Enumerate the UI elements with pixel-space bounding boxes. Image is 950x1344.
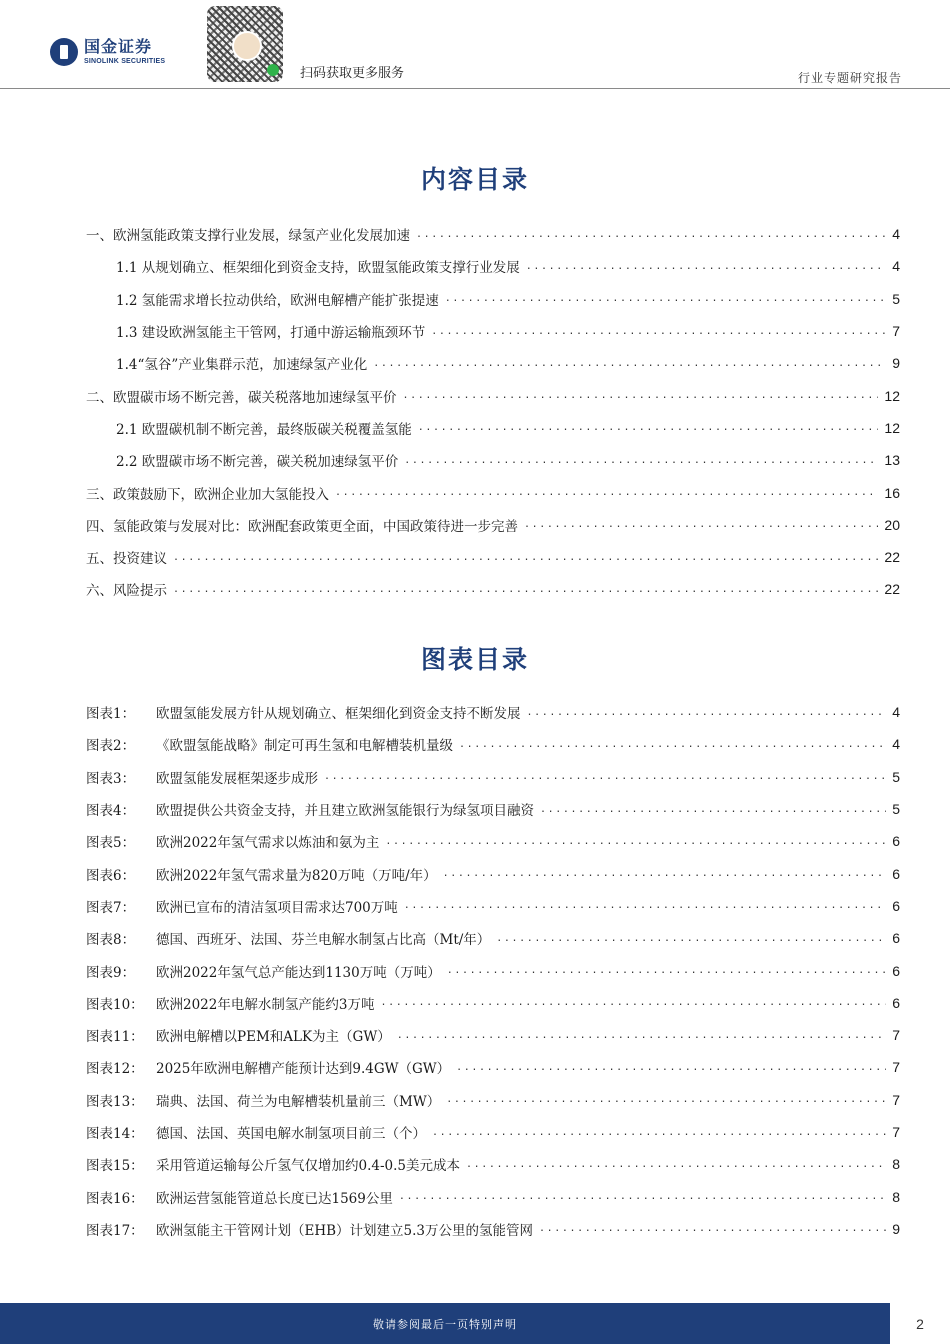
entry-page-number: 12: [884, 387, 900, 404]
entry-page-number: 6: [892, 833, 900, 850]
contents-entry[interactable]: [86, 509, 900, 541]
figure-entry-label: [86, 702, 521, 722]
figure-number: 图表5：: [86, 835, 136, 852]
contents-entry-label: 一、欧洲氢能政策支撑行业发展，绿氢产业化发展加速: [86, 228, 410, 245]
entry-page-number: 13: [884, 452, 900, 469]
footer-bar: [0, 1303, 890, 1344]
figure-caption: 德国、西班牙、法国、芬兰电解水制氢占比高（Mt/年）: [156, 932, 491, 949]
figure-number: 图表17：: [86, 1222, 144, 1239]
contents-entry-label: 五、投资建议: [86, 551, 167, 568]
figure-number: 图表7：: [86, 899, 136, 916]
entry-page-number: 6: [892, 865, 900, 882]
figure-entry[interactable]: [86, 857, 900, 889]
figure-caption: 欧洲2022年氢气需求量为820万吨（万吨/年）: [156, 867, 437, 884]
contents-entry-label: 2.2 欧盟碳市场不断完善，碳关税加速绿氢平价: [116, 454, 399, 471]
entry-page-number: 6: [892, 897, 900, 914]
contents-entry[interactable]: [86, 379, 900, 411]
entry-page-number: 7: [892, 1059, 900, 1076]
contents-entry[interactable]: [86, 283, 900, 315]
figure-caption: 欧盟氢能发展方针从规划确立、框架细化到资金支持不断发展: [156, 706, 521, 723]
dot-leader: [446, 1094, 886, 1105]
dot-leader: [385, 836, 886, 847]
entry-page-number: 6: [892, 962, 900, 979]
figure-entry-label: [86, 1122, 426, 1142]
contents-entry[interactable]: [86, 347, 900, 379]
entry-page-number: 22: [884, 549, 900, 566]
figure-caption: 欧洲2022年电解水制氢产能约3万吨: [156, 996, 375, 1013]
company-logo: [50, 38, 165, 66]
figure-entry[interactable]: [86, 1213, 900, 1245]
entry-page-number: 5: [892, 290, 900, 307]
dot-leader: [397, 1030, 886, 1041]
contents-title: 内容目录: [420, 165, 529, 194]
contents-entry[interactable]: [86, 541, 900, 573]
dot-leader: [432, 1127, 886, 1138]
figure-entry[interactable]: [86, 1180, 900, 1212]
figure-caption: 《欧盟氢能战略》制定可再生氢和电解槽装机量级: [156, 738, 453, 755]
dot-leader: [335, 487, 878, 498]
contents-entry[interactable]: [86, 218, 900, 250]
contents-entry[interactable]: [86, 444, 900, 476]
contents-entry-label: 四、氢能政策与发展对比：欧洲配套政策更全面，中国政策待进一步完善: [86, 518, 518, 535]
figure-caption: 欧洲氢能主干管网计划（EHB）计划建立5.3万公里的氢能管网: [156, 1222, 534, 1239]
dot-leader: [416, 229, 886, 240]
figure-entry-label: [86, 734, 453, 754]
figure-entry-label: [86, 993, 374, 1013]
figure-entry[interactable]: [86, 1019, 900, 1051]
contents-entry-label: 六、风险提示: [86, 583, 167, 600]
figure-number: 图表6：: [86, 867, 136, 884]
figure-number: 图表15：: [86, 1158, 144, 1175]
figure-number: 图表9：: [86, 964, 136, 981]
figure-entry-label: [86, 1219, 533, 1239]
contents-entry-label: 1.4“氢谷”产业集群示范，加速绿氢产业化: [116, 357, 368, 374]
dot-leader: [466, 1159, 886, 1170]
figure-caption: 瑞典、法国、荷兰为电解槽装机量前三（MW）: [156, 1093, 441, 1110]
figure-caption: 欧洲2022年氢气需求以炼油和氨为主: [156, 835, 380, 852]
contents-entry-label: 1.2 氢能需求增长拉动供给，欧洲电解槽产能扩张提速: [116, 292, 439, 309]
figure-entry-label: [86, 1057, 450, 1077]
figure-entry[interactable]: [86, 1051, 900, 1083]
entry-page-number: 9: [892, 355, 900, 372]
contents-entry[interactable]: [86, 476, 900, 508]
entry-page-number: 9: [892, 1220, 900, 1237]
dot-leader: [445, 293, 886, 304]
figures-list: [86, 696, 900, 1245]
entry-page-number: 8: [892, 1156, 900, 1173]
figure-caption: 德国、法国、英国电解水制氢项目前三（个）: [156, 1126, 426, 1142]
logo-mark-icon: [50, 38, 78, 66]
entry-page-number: 5: [892, 768, 900, 785]
contents-entry[interactable]: [86, 250, 900, 282]
footer-disclaimer: 敬请参阅最后一页特别声明: [373, 1317, 517, 1331]
figure-number: 图表11：: [86, 1029, 144, 1046]
header-divider: [0, 88, 950, 89]
contents-entry[interactable]: [86, 315, 900, 347]
figure-entry-label: [86, 1154, 460, 1174]
dot-leader: [373, 358, 886, 369]
figure-entry[interactable]: [86, 987, 900, 1019]
dot-leader: [403, 390, 879, 401]
logo-text: [84, 39, 165, 65]
figure-entry-label: [86, 928, 490, 948]
figure-entry-label: [86, 1187, 393, 1207]
scan-prompt: 扫码获取更多服务: [300, 66, 405, 81]
dot-leader: [447, 965, 886, 976]
figure-entry[interactable]: [86, 954, 900, 986]
figure-number: 图表16：: [86, 1190, 144, 1207]
entry-page-number: 4: [892, 736, 900, 753]
entry-page-number: 12: [884, 419, 900, 436]
entry-page-number: 6: [892, 930, 900, 947]
figure-entry-label: [86, 1025, 391, 1045]
mini-program-badge-icon: [267, 64, 279, 76]
dot-leader: [173, 552, 878, 563]
entry-page-number: 4: [892, 704, 900, 721]
figure-caption: 欧洲已宣布的清洁氢项目需求达700万吨: [156, 899, 398, 916]
figure-entry-label: [86, 799, 534, 819]
contents-entry-label: 2.1 欧盟碳机制不断完善，最终版碳关税覆盖氢能: [116, 421, 412, 438]
figure-number: 图表14：: [86, 1126, 144, 1142]
figure-entry-label: [86, 961, 441, 981]
contents-entry[interactable]: [86, 573, 900, 605]
contents-entry-label: 1.1 从规划确立、框架细化到资金支持，欧盟氢能政策支撑行业发展: [116, 260, 520, 277]
figure-entry[interactable]: [86, 793, 900, 825]
dot-leader: [524, 519, 878, 530]
entry-page-number: 7: [892, 1027, 900, 1044]
dot-leader: [404, 455, 878, 466]
dot-leader: [496, 933, 886, 944]
figure-entry[interactable]: [86, 728, 900, 760]
entry-page-number: 20: [884, 516, 900, 533]
figure-entry[interactable]: [86, 890, 900, 922]
figure-entry-label: [86, 864, 437, 884]
figure-caption: 欧盟提供公共资金支持，并且建立欧洲氢能银行为绿氢项目融资: [156, 803, 534, 820]
entry-page-number: 5: [892, 801, 900, 818]
entry-page-number: 6: [892, 994, 900, 1011]
entry-page-number: 7: [892, 1124, 900, 1140]
figure-entry[interactable]: [86, 1148, 900, 1180]
dot-leader: [399, 1191, 886, 1202]
dot-leader: [459, 739, 886, 750]
entry-page-number: 4: [892, 226, 900, 243]
figure-caption: 欧洲电解槽以PEM和ALK为主（GW）: [156, 1029, 391, 1046]
entry-page-number: 16: [884, 484, 900, 501]
figure-number: 图表8：: [86, 932, 136, 949]
entry-page-number: 7: [892, 323, 900, 340]
dot-leader: [431, 326, 886, 337]
figure-number: 图表1：: [86, 706, 136, 723]
figure-number: 图表12：: [86, 1061, 144, 1078]
figure-entry[interactable]: [86, 922, 900, 954]
figure-entry[interactable]: [86, 1084, 900, 1116]
qr-center-logo-icon: [232, 31, 262, 61]
qr-code-icon[interactable]: [207, 6, 283, 82]
figure-entry-label: [86, 1090, 440, 1110]
dot-leader: [404, 900, 886, 911]
contents-entry-label: 1.3 建设欧洲氢能主干管网，打通中游运输瓶颈环节: [116, 325, 426, 342]
report-type-label: 行业专题研究报告: [797, 71, 902, 85]
dot-leader: [443, 868, 887, 879]
entry-page-number: 8: [892, 1188, 900, 1205]
dot-leader: [526, 261, 886, 272]
figure-caption: 欧洲运营氢能管道总长度已达1569公里: [156, 1190, 393, 1207]
figures-title: 图表目录: [420, 645, 529, 674]
figure-number: 图表3：: [86, 770, 136, 787]
dot-leader: [324, 771, 886, 782]
contents-entry[interactable]: [86, 412, 900, 444]
dot-leader: [539, 1223, 886, 1234]
figure-caption: 2025年欧洲电解槽产能预计达到9.4GW（GW）: [156, 1061, 451, 1078]
figure-number: 图表13：: [86, 1093, 144, 1110]
figure-caption: 采用管道运输每公斤氢气仅增加约0.4-0.5美元成本: [156, 1158, 460, 1175]
dot-leader: [456, 1062, 886, 1073]
dot-leader: [540, 804, 886, 815]
contents-entry-label: 三、政策鼓励下，欧洲企业加大氢能投入: [86, 486, 329, 503]
logo-name-cn: 国金证券: [84, 37, 153, 56]
entry-page-number: 4: [892, 258, 900, 275]
figure-number: 图表2：: [86, 738, 136, 755]
entry-page-number: 22: [884, 581, 900, 598]
figure-entry-label: [86, 831, 379, 851]
figure-number: 图表10：: [86, 996, 144, 1013]
entry-page-number: 7: [892, 1091, 900, 1108]
dot-leader: [527, 707, 887, 718]
figure-entry-label: [86, 896, 398, 916]
page-header: [0, 0, 950, 90]
figure-entry[interactable]: [86, 825, 900, 857]
dot-leader: [173, 584, 878, 595]
figure-entry[interactable]: [86, 696, 900, 728]
figure-entry-label: [86, 767, 318, 787]
dot-leader: [418, 422, 879, 433]
contents-list: [86, 218, 900, 606]
page-number: 2: [916, 1315, 924, 1332]
figure-entry[interactable]: [86, 761, 900, 793]
figure-number: 图表4：: [86, 803, 136, 820]
logo-name-en: SINOLINK SECURITIES: [84, 58, 166, 65]
figure-caption: 欧洲2022年氢气总产能达到1130万吨（万吨）: [156, 964, 441, 981]
figure-caption: 欧盟氢能发展框架逐步成形: [156, 770, 318, 787]
figure-entry[interactable]: [86, 1116, 900, 1148]
dot-leader: [380, 997, 886, 1008]
contents-entry-label: 二、欧盟碳市场不断完善，碳关税落地加速绿氢平价: [86, 389, 397, 406]
